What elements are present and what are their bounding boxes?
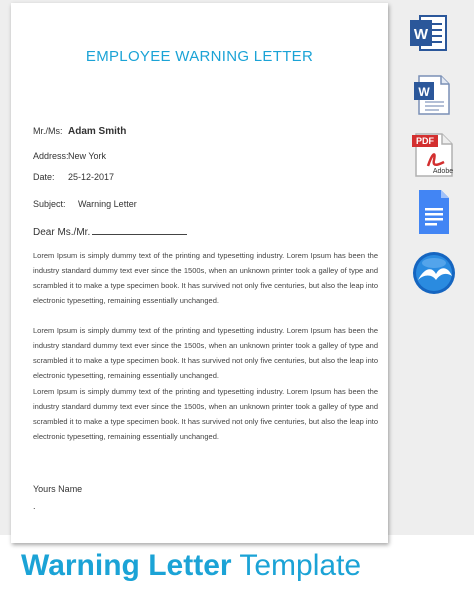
body-paragraph-3: Lorem Ipsum is simply dummy text of the printing and typesetting industry. Lorem Ipsum has been the industry standard dummy text ever since the 1500s, when an unknown printer took a galley of type and scrambled it to make a type specimen book. It has survived not only five centuries, but also the leap into electronic typesetting, remaining essentially unchanged.	[33, 387, 378, 441]
openoffice-icon[interactable]	[410, 250, 458, 296]
adobe-label: Adobe	[432, 168, 454, 175]
body-paragraph-1: Lorem Ipsum is simply dummy text of the printing and typesetting industry. Lorem Ipsum has been the industry standard dummy text ever since the 1500s, when an unknown printer took a galley of type and scrambled it to make a type specimen book. It has survived not only five centuries, but also the leap into electronic typesetting, remaining essentially unchanged.	[33, 251, 378, 305]
closing-name: Yours Name	[33, 484, 83, 494]
pdf-icon-label: PDF	[416, 136, 434, 146]
template-footer-title	[21, 549, 361, 583]
date-value: 25-12-2017	[68, 172, 115, 182]
footer-title-bold: Warning Letter	[21, 549, 232, 582]
google-docs-icon[interactable]	[417, 188, 451, 236]
name-value: Adam Smith	[68, 126, 127, 137]
svg-text:W: W	[418, 85, 430, 99]
word-icon-letter: W	[413, 26, 429, 43]
letter-title: EMPLOYEE WARNING LETTER	[85, 48, 314, 65]
word-icon[interactable]	[408, 12, 448, 54]
address-value: New York	[68, 151, 107, 161]
salutation-text: Dear Ms./Mr.	[33, 227, 91, 238]
salutation	[33, 227, 187, 238]
footer-title-light: Template	[231, 549, 362, 582]
salutation-blank-line	[92, 234, 187, 235]
date-row	[33, 172, 115, 182]
signature-mark: .	[33, 501, 36, 511]
address-row	[33, 151, 107, 161]
subject-label: Subject:	[33, 199, 66, 209]
word-document-icon[interactable]	[411, 72, 455, 118]
pdf-icon[interactable]	[410, 130, 456, 180]
letter-page	[11, 3, 388, 543]
address-label: Address:	[33, 151, 69, 161]
subject-value: Warning Letter	[78, 199, 137, 209]
subject-row	[33, 199, 137, 209]
name-row	[33, 126, 127, 137]
date-label: Date:	[33, 172, 55, 182]
body-paragraph-2: Lorem Ipsum is simply dummy text of the printing and typesetting industry. Lorem Ipsum has been the industry standard dummy text ever since the 1500s, when an unknown printer took a galley of type and scrambled it to make a type specimen book. It has survived not only five centuries, but also the leap into electronic typesetting, remaining essentially unchanged.	[33, 326, 378, 380]
name-label: Mr./Ms:	[33, 126, 63, 136]
